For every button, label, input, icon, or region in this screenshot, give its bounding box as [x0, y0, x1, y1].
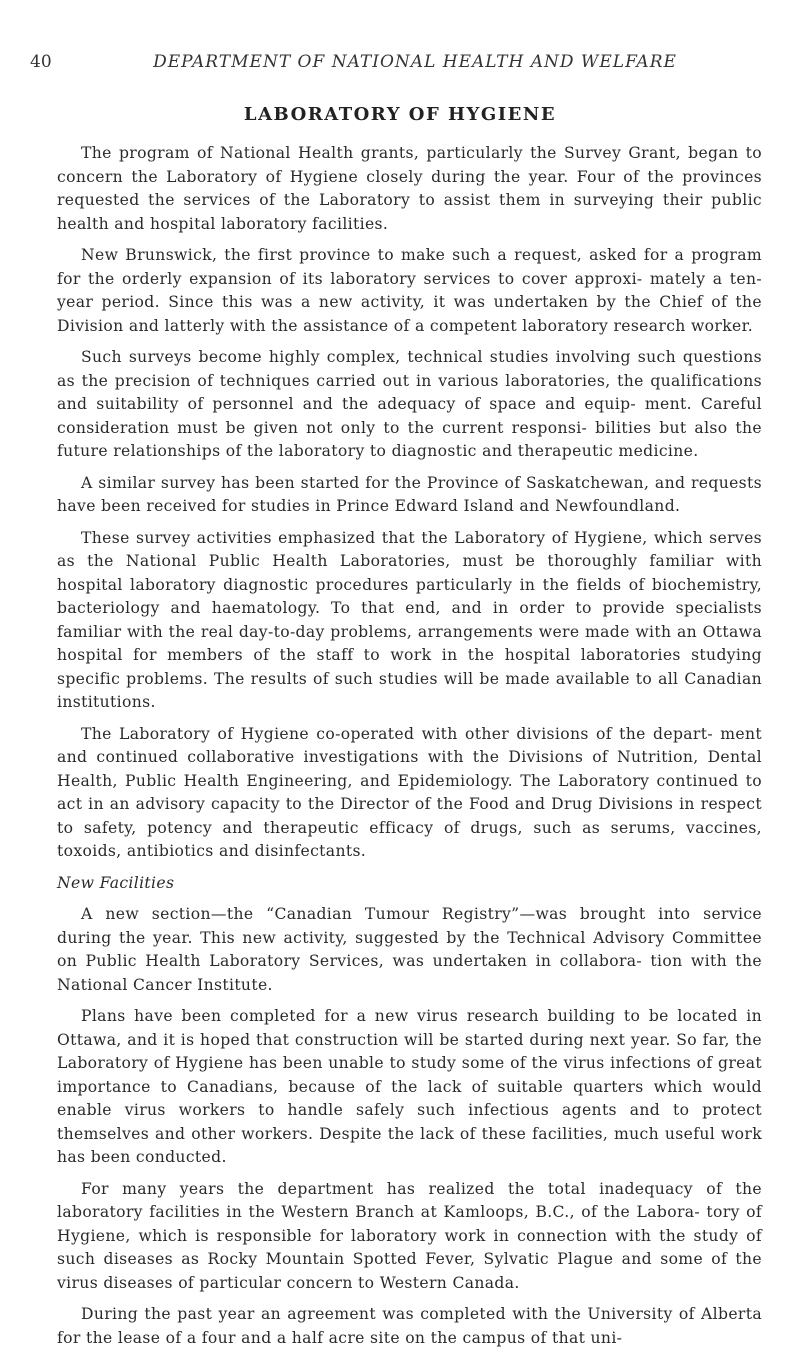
paragraph: New Brunswick, the first province to make such a request, asked for a program for the orderly expansion of its laboratory services to cover approxi- mately a ten-year period. Since this was a new activity, it was undertaken by the Chief of the Division and latterly with the assistance of a competent laboratory research worker. [57, 246, 762, 335]
running-title: DEPARTMENT OF NATIONAL HEALTH AND WELFARE [153, 52, 677, 72]
paragraph: For many years the department has realized the total inadequacy of the laboratory facilities in the Western Branch at Kamloops, B.C., of the Labora- tory of Hygiene, which is responsible for laboratory work in connection with the study of such diseases as Rocky Mountain Spotted Fever, Sylvatic Plague and some of the virus diseases of particular concern to Western Canada. [57, 1179, 762, 1292]
paragraph: Such surveys become highly complex, technical studies involving such questions as the precision of techniques carried out in various laboratories, the qualifications and suitability of personnel and the adequacy of space and equip- ment. Careful consideration must be given not only to the current responsi- bilities but also the future relationships of the laboratory to diagnostic and therapeutic medicine. [57, 348, 762, 460]
paragraph: During the past year an agreement was completed with the University of Alberta for the lease of a four and a half acre site on the campus of that uni- [57, 1305, 762, 1347]
page-number: 40 [30, 52, 52, 72]
paragraph: The Laboratory of Hygiene co-operated with other divisions of the depart- ment and continued collaborative investigations with the Divisions of Nutrition, Dental Health, Public Health Engineering, and Epidemiology. The Laboratory continued to act in an advisory capacity to the Director of the Food and Drug Divisions in respect to safety, potency and therapeutic efficacy of drugs, such as serums, vaccines, toxoids, antibiotics and disinfectants. [57, 724, 762, 860]
section-title: LABORATORY OF HYGIENE [243, 104, 557, 125]
paragraph: These survey activities emphasized that the Laboratory of Hygiene, which serves as the National Public Health Laboratories, must be thoroughly familiar with hospital laboratory diagnostic procedures particularly in the fields of biochemistry, bacteriology and haematology. To that end, and in order to provide specialists familiar with the real day-to-day problems, arrangements were made with an Ottawa hospital for members of the staff to work in the hospital laboratories studying specific problems. The results of such studies will be made available to all Canadian institutions. [57, 528, 762, 711]
paragraph: The program of National Health grants, particularly the Survey Grant, began to concern the Laboratory of Hygiene closely during the year. Four of the provinces requested the services of the Laboratory to assist them in surveying their public health and hospital laboratory facilities. [57, 144, 762, 233]
paragraph: Plans have been completed for a new virus research building to be located in Ottawa, and it is hoped that construction will be started during next year. So far, the Laboratory of Hygiene has been unable to study some of the virus infections of great importance to Canadians, because of the lack of suitable quarters which would enable virus workers to handle safely such infectious agents and to protect themselves and other workers. Despite the lack of these facilities, much useful work has been conducted. [57, 1007, 762, 1166]
running-header [30, 52, 780, 76]
body-text [57, 142, 762, 1358]
subsection-heading: New Facilities [57, 873, 175, 892]
paragraph: A new section—the “Canadian Tumour Registry”—was brought into service during the year. This new activity, suggested by the Technical Advisory Committee on Public Health Laboratory Services, was undertaken in collabora- tion with the National Cancer Institute. [57, 905, 762, 994]
paragraph: A similar survey has been started for the Province of Saskatchewan, and requests have been received for studies in Prince Edward Island and Newfoundland. [57, 473, 762, 515]
